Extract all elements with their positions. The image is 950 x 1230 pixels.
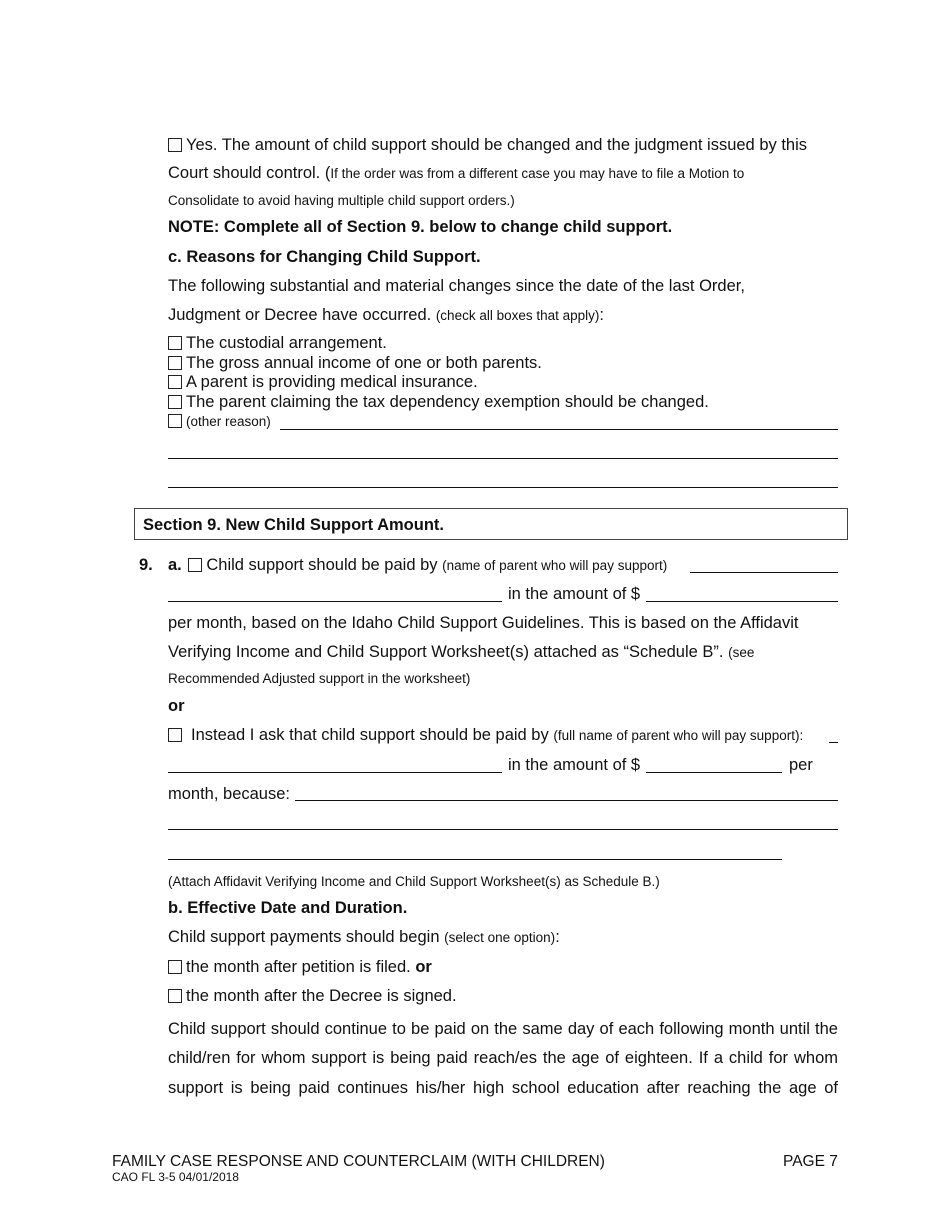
other-reason-field[interactable] xyxy=(280,429,838,430)
reason-label: The custodial arrangement. xyxy=(186,334,387,352)
section-c-para-line2-end: : xyxy=(599,306,604,324)
continue-line: child/ren for whom support is being paid reach/es the age of eighteen. If a child for whom xyxy=(168,1049,838,1068)
instead-name-field[interactable] xyxy=(829,742,838,743)
b-option2-text: the month after the Decree is signed. xyxy=(186,987,457,1005)
because-field[interactable] xyxy=(295,800,838,801)
section9-number: 9. xyxy=(139,556,153,574)
amount-label: in the amount of $ xyxy=(508,585,641,603)
b-option1-or: or xyxy=(415,958,432,976)
because-field-line3[interactable] xyxy=(168,859,782,860)
b-intro-main: Child support payments should begin xyxy=(168,928,440,946)
yes-checkbox[interactable] xyxy=(168,138,182,152)
b-intro-end: : xyxy=(555,928,560,946)
yes-option-line3: Consolidate to avoid having multiple child support orders.) xyxy=(168,193,515,208)
payer-name-field-cont[interactable] xyxy=(168,601,502,602)
amount-field[interactable] xyxy=(646,601,838,602)
per-label: per xyxy=(789,756,813,774)
section9-a-label: a. xyxy=(168,556,182,574)
yes-option-line2 xyxy=(168,163,744,184)
footer-title: FAMILY CASE RESPONSE AND COUNTERCLAIM (WITH CHILDREN) xyxy=(112,1153,605,1170)
section-c-heading: c. Reasons for Changing Child Support. xyxy=(168,248,481,266)
yes-option xyxy=(168,135,807,155)
reason-label: A parent is providing medical insurance. xyxy=(186,373,478,391)
instead-checkbox[interactable] xyxy=(168,728,182,742)
continue-line: support is being paid continues his/her high school education after reaching the age of xyxy=(168,1078,838,1097)
reason-label: The parent claiming the tax dependency exemption should be changed. xyxy=(186,392,709,411)
reason-item xyxy=(168,354,709,374)
section-c-para-line2 xyxy=(168,305,604,326)
reasons-list xyxy=(168,334,709,432)
payer-name-field[interactable] xyxy=(690,572,838,573)
reason-checkbox-other[interactable] xyxy=(168,414,182,428)
b-option1-text: the month after petition is filed. xyxy=(186,958,411,976)
instead-main: Instead I ask that child support should be paid by xyxy=(191,726,549,744)
other-reason-field-line3[interactable] xyxy=(168,487,838,488)
reason-item xyxy=(168,393,709,413)
b-option2 xyxy=(168,986,457,1006)
section9-a-para2-main: Verifying Income and Child Support Worksheet(s) attached as “Schedule B”. xyxy=(168,643,724,661)
instead-line xyxy=(168,725,803,746)
b-option2-checkbox[interactable] xyxy=(168,989,182,1003)
because-label: month, because: xyxy=(168,785,290,803)
section9-a-checkbox[interactable] xyxy=(188,558,202,572)
reason-item xyxy=(168,334,709,354)
reason-checkbox[interactable] xyxy=(168,356,182,370)
section9-a-para3: Recommended Adjusted support in the worksheet) xyxy=(168,671,471,686)
section9-b-heading: b. Effective Date and Duration. xyxy=(168,899,408,917)
section-c-para-line1: The following substantial and material changes since the date of the last Order, xyxy=(168,277,745,295)
footer-page: PAGE 7 xyxy=(783,1153,838,1170)
reason-checkbox[interactable] xyxy=(168,395,182,409)
attach-note: (Attach Affidavit Verifying Income and Child Support Worksheet(s) as Schedule B.) xyxy=(168,874,660,889)
reason-label: The gross annual income of one or both parents. xyxy=(186,353,542,372)
reason-checkbox[interactable] xyxy=(168,336,182,350)
or-label: or xyxy=(168,697,185,715)
footer-code: CAO FL 3-5 04/01/2018 xyxy=(112,1170,239,1184)
b-option1 xyxy=(168,957,432,977)
reason-checkbox[interactable] xyxy=(168,375,182,389)
section9-a-line1-main: Child support should be paid by xyxy=(206,556,438,574)
instead-name-field-cont[interactable] xyxy=(168,772,502,773)
yes-option-text: Yes. The amount of child support should be changed and the judgment issued by this xyxy=(186,136,808,154)
section9-title: Section 9. New Child Support Amount. xyxy=(143,516,444,534)
b-intro-small: (select one option) xyxy=(444,930,556,945)
section9-a-para2-small: (see xyxy=(728,645,755,660)
yes-option-line2-small: If the order was from a different case you may have to file a Motion to xyxy=(330,166,745,181)
reason-item xyxy=(168,373,709,393)
continue-line: Child support should continue to be paid on the same day of each following month until the xyxy=(168,1020,838,1038)
instead-amount-field[interactable] xyxy=(646,772,782,773)
continue-paragraph xyxy=(168,1015,838,1103)
section9-a-para1: per month, based on the Idaho Child Support Guidelines. This is based on the Affidavit xyxy=(168,614,799,632)
section9-a-line1 xyxy=(168,555,667,576)
section9-b-intro xyxy=(168,927,560,948)
b-option1-checkbox[interactable] xyxy=(168,960,182,974)
section-c-para-line2-main: Judgment or Decree have occurred. xyxy=(168,306,432,324)
because-field-line2[interactable] xyxy=(168,829,838,830)
instead-small: (full name of parent who will pay support): xyxy=(553,728,804,743)
yes-option-line2-main: Court should control. ( xyxy=(168,164,331,182)
section9-a-para2 xyxy=(168,642,754,663)
section-c-para-line2-small: (check all boxes that apply) xyxy=(435,308,600,323)
other-reason-field-line2[interactable] xyxy=(168,458,838,459)
other-reason-label: (other reason) xyxy=(186,414,271,429)
instead-amount-label: in the amount of $ xyxy=(508,756,641,774)
note-text: NOTE: Complete all of Section 9. below to change child support. xyxy=(168,218,673,236)
section9-a-line1-small: (name of parent who will pay support) xyxy=(442,558,668,573)
